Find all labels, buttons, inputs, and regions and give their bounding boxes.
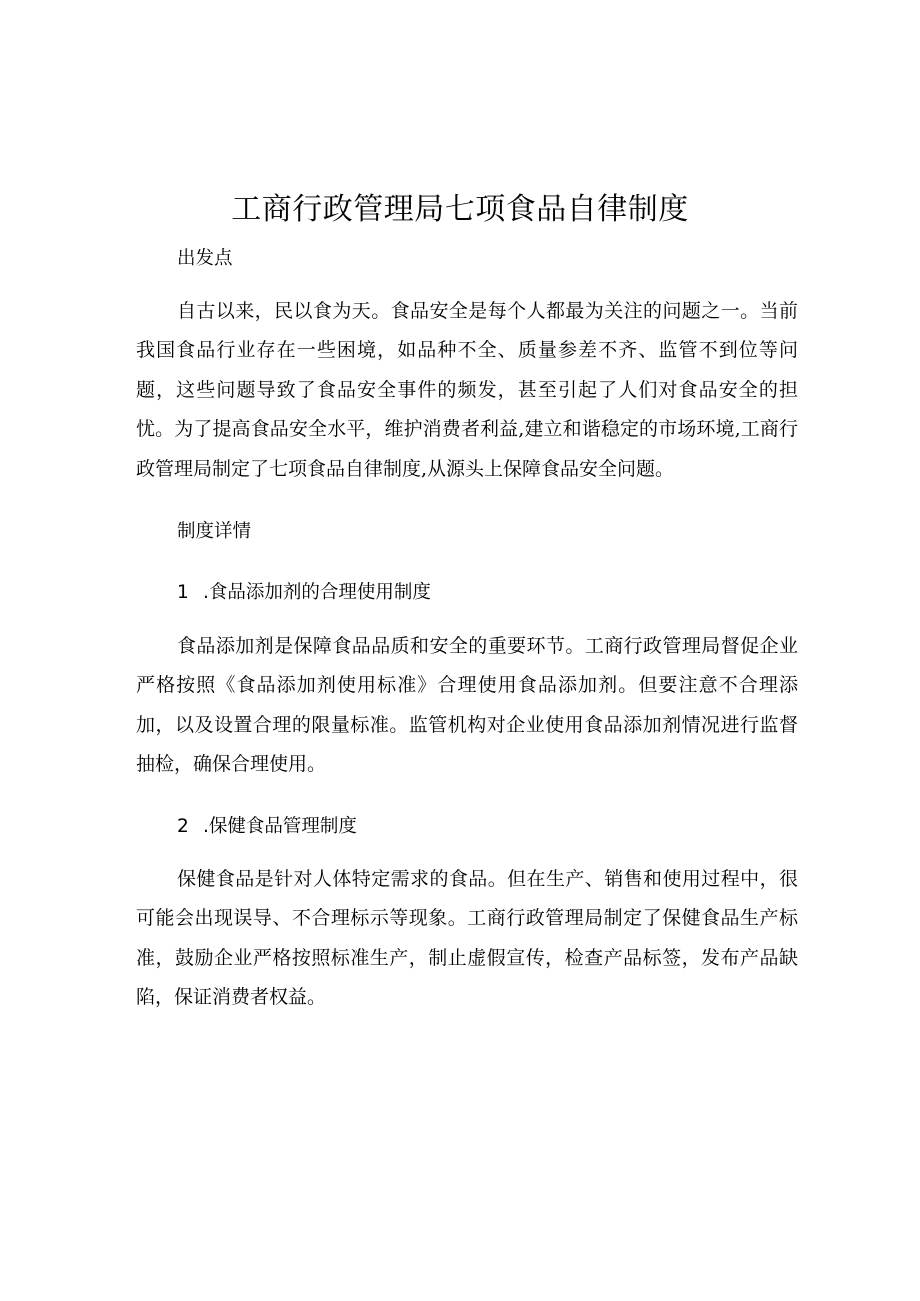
paragraph-health-food: 保健食品是针对人体特定需求的食品。但在生产、销售和使用过程中，很可能会出现误导、不合理标示等现象。工商行政管理局制定了保健食品生产标准，鼓励企业严格按照标准生产，制止虚假宣传，检查产品标签，发布产品缺陷，保证消费者权益。 bbox=[136, 868, 798, 1009]
item-heading-food-additives bbox=[177, 579, 431, 607]
paragraph-food-additives: 食品添加剂是保障食品品质和安全的重要环节。工商行政管理局督促企业严格按照《食品添加剂使用标准》合理使用食品添加剂。但要注意不合理添加，以及设置合理的限量标准。监管机构对企业使用食品添加剂情况进行监督抽检，确保合理使用。 bbox=[136, 635, 798, 776]
item-heading-health-food bbox=[177, 813, 357, 841]
document-title: 工商行政管理局七项食品自律制度 bbox=[231, 192, 689, 227]
section-heading-starting-point: 出发点 bbox=[177, 248, 233, 269]
item-number: 2 bbox=[177, 816, 189, 837]
item-title: .食品添加剂的合理使用制度 bbox=[203, 582, 431, 603]
item-number: 1 bbox=[177, 582, 189, 603]
section-heading-system-details: 制度详情 bbox=[177, 521, 252, 542]
item-title: .保健食品管理制度 bbox=[203, 816, 357, 837]
paragraph-starting-point: 自古以来，民以食为天。食品安全是每个人都最为关注的问题之一。当前我国食品行业存在一些困境，如品种不全、质量参差不齐、监管不到位等问题，这些问题导致了食品安全事件的频发，甚至引起了人们对食品安全的担忧。为了提高食品安全水平，维护消费者利益,建立和谐稳定的市场环境,工商行政管理局制定了七项食品自律制度,从源头上保障食品安全问题。 bbox=[136, 300, 798, 480]
